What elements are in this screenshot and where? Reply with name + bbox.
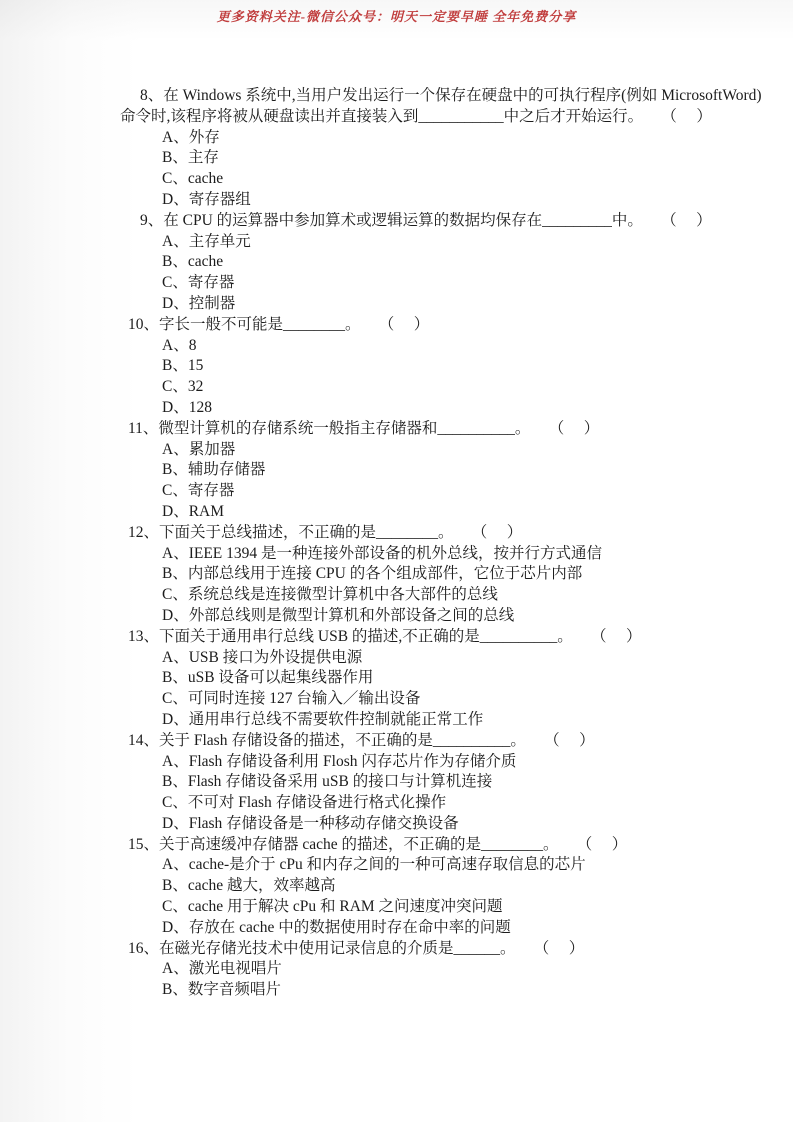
question-11 (120, 419, 686, 523)
option-text: D、控制器 (162, 294, 236, 312)
option-text: A、Flash 存储设备利用 Flosh 闪存芯片作为存储介质 (162, 752, 517, 770)
option-text: B、uSB 设备可以起集线器作用 (162, 669, 374, 687)
question-stem-line (120, 835, 686, 856)
option-text: B、Flash 存储设备采用 uSB 的接口与计算机连接 (162, 773, 493, 791)
option-b (120, 252, 686, 273)
question-text: 14、关于 Flash 存储设备的描述，不正确的是__________。 (128, 731, 526, 749)
question-12 (120, 523, 686, 627)
question-10 (120, 315, 686, 419)
option-d (120, 502, 686, 523)
option-text: B、辅助存储器 (162, 461, 266, 479)
option-a (120, 232, 686, 253)
question-text: 命令时,该程序将被从硬盘读出并直接装入到___________中之后才开始运行。 (120, 107, 644, 125)
option-text: C、寄存器 (162, 274, 235, 292)
question-text: 16、在磁光存储光技术中使用记录信息的介质是______。 (128, 939, 516, 957)
option-text: C、系统总线是连接微型计算机中各大部件的总线 (162, 586, 498, 604)
question-text: 13、下面关于通用串行总线 USB 的描述,不正确的是__________。 (128, 627, 573, 645)
answer-bracket: （ ） (668, 211, 714, 229)
answer-bracket: （ ） (479, 523, 525, 541)
option-text: D、RAM (162, 502, 225, 520)
option-a (120, 544, 686, 565)
option-d (120, 606, 686, 627)
option-text: C、不可对 Flash 存储设备进行格式化操作 (162, 794, 447, 812)
option-d (120, 918, 686, 939)
question-text: 9、在 CPU 的运算器中参加算术或逻辑运算的数据均保存在_________中。 (140, 211, 643, 229)
question-stem-line (120, 315, 686, 336)
question-text: 12、下面关于总线描述，不正确的是________。 (128, 523, 454, 541)
option-b (120, 564, 686, 585)
option-d (120, 294, 686, 315)
question-8 (120, 86, 762, 211)
option-c (120, 273, 686, 294)
answer-bracket: （ ） (669, 107, 714, 125)
option-c (120, 897, 686, 918)
question-16 (120, 939, 686, 1001)
option-text: C、32 (162, 378, 204, 396)
option-text: A、外存 (162, 128, 220, 146)
question-stem-line (120, 86, 762, 107)
option-d (120, 190, 686, 211)
question-stem-line (120, 627, 686, 648)
promo-header-text: 更多资料关注-微信公众号：明天一定要早睡 全年免费分享 (216, 9, 577, 24)
option-text: A、USB 接口为外设提供电源 (162, 648, 363, 666)
answer-bracket: （ ） (598, 627, 644, 645)
option-a (120, 855, 686, 876)
option-b (120, 668, 686, 689)
option-a (120, 440, 686, 461)
option-text: C、cache 用于解决 cPu 和 RAM 之问速度冲突问题 (162, 898, 503, 916)
option-text: A、累加器 (162, 440, 236, 458)
option-text: B、15 (162, 357, 204, 375)
option-b (120, 876, 686, 897)
option-text: A、8 (162, 336, 197, 354)
answer-bracket: （ ） (584, 835, 630, 853)
option-text: B、数字音频唱片 (162, 981, 281, 999)
exam-content (120, 86, 762, 1001)
option-text: B、主存 (162, 149, 219, 167)
option-b (120, 356, 686, 377)
option-b (120, 148, 686, 169)
answer-bracket: （ ） (556, 419, 602, 437)
question-text: 10、字长一般不可能是________。 (128, 315, 361, 333)
option-a (120, 752, 686, 773)
option-text: A、cache-是介于 cPu 和内存之间的一种可高速存取信息的芯片 (162, 856, 586, 874)
option-d (120, 710, 686, 731)
question-stem-line (120, 523, 686, 544)
option-text: D、128 (162, 398, 212, 416)
option-text: D、Flash 存储设备是一种移动存储交换设备 (162, 814, 459, 832)
option-c (120, 377, 686, 398)
question-stem-line (120, 107, 714, 128)
option-c (120, 169, 686, 190)
option-text: D、外部总线则是微型计算机和外部设备之间的总线 (162, 606, 515, 624)
option-a (120, 336, 686, 357)
option-text: D、存放在 cache 中的数据使用时存在命中率的问题 (162, 918, 511, 936)
option-text: A、激光电视唱片 (162, 960, 282, 978)
option-text: B、cache (162, 253, 224, 271)
option-text: A、主存单元 (162, 232, 251, 250)
question-15 (120, 835, 686, 939)
option-text: D、寄存器组 (162, 190, 251, 208)
option-c (120, 689, 686, 710)
question-text: 8、在 Windows 系统中,当用户发出运行一个保存在硬盘中的可执行程序(例如 MicrosoftWord) (140, 87, 762, 104)
option-a (120, 128, 686, 149)
option-b (120, 460, 686, 481)
question-stem-line (120, 939, 686, 960)
question-13 (120, 627, 686, 731)
option-a (120, 959, 686, 980)
option-c (120, 481, 686, 502)
option-text: C、寄存器 (162, 482, 235, 500)
question-text: 11、微型计算机的存储系统一般指主存储器和__________。 (128, 419, 531, 437)
promo-header-note (0, 6, 793, 25)
question-stem-line (120, 731, 686, 752)
question-stem-line (120, 419, 686, 440)
option-text: C、可同时连接 127 台输入／输出设备 (162, 690, 421, 708)
question-14 (120, 731, 686, 835)
option-text: B、cache 越大，效率越高 (162, 877, 336, 895)
option-b (120, 980, 686, 1001)
question-9 (120, 211, 714, 315)
answer-bracket: （ ） (551, 731, 597, 749)
answer-bracket: （ ） (541, 939, 587, 957)
option-b (120, 772, 686, 793)
option-text: A、IEEE 1394 是一种连接外部设备的机外总线，按并行方式通信 (162, 544, 603, 562)
option-text: C、cache (162, 170, 224, 188)
answer-bracket: （ ） (386, 315, 432, 333)
option-a (120, 648, 686, 669)
option-text: D、通用串行总线不需要软件控制就能正常工作 (162, 710, 484, 728)
question-text: 15、关于高速缓冲存储器 cache 的描述，不正确的是________。 (128, 835, 559, 853)
option-c (120, 793, 686, 814)
option-text: B、内部总线用于连接 CPU 的各个组成部件，它位于芯片内部 (162, 565, 583, 583)
option-d (120, 398, 686, 419)
option-d (120, 814, 686, 835)
option-c (120, 585, 686, 606)
question-stem-line (120, 211, 714, 232)
